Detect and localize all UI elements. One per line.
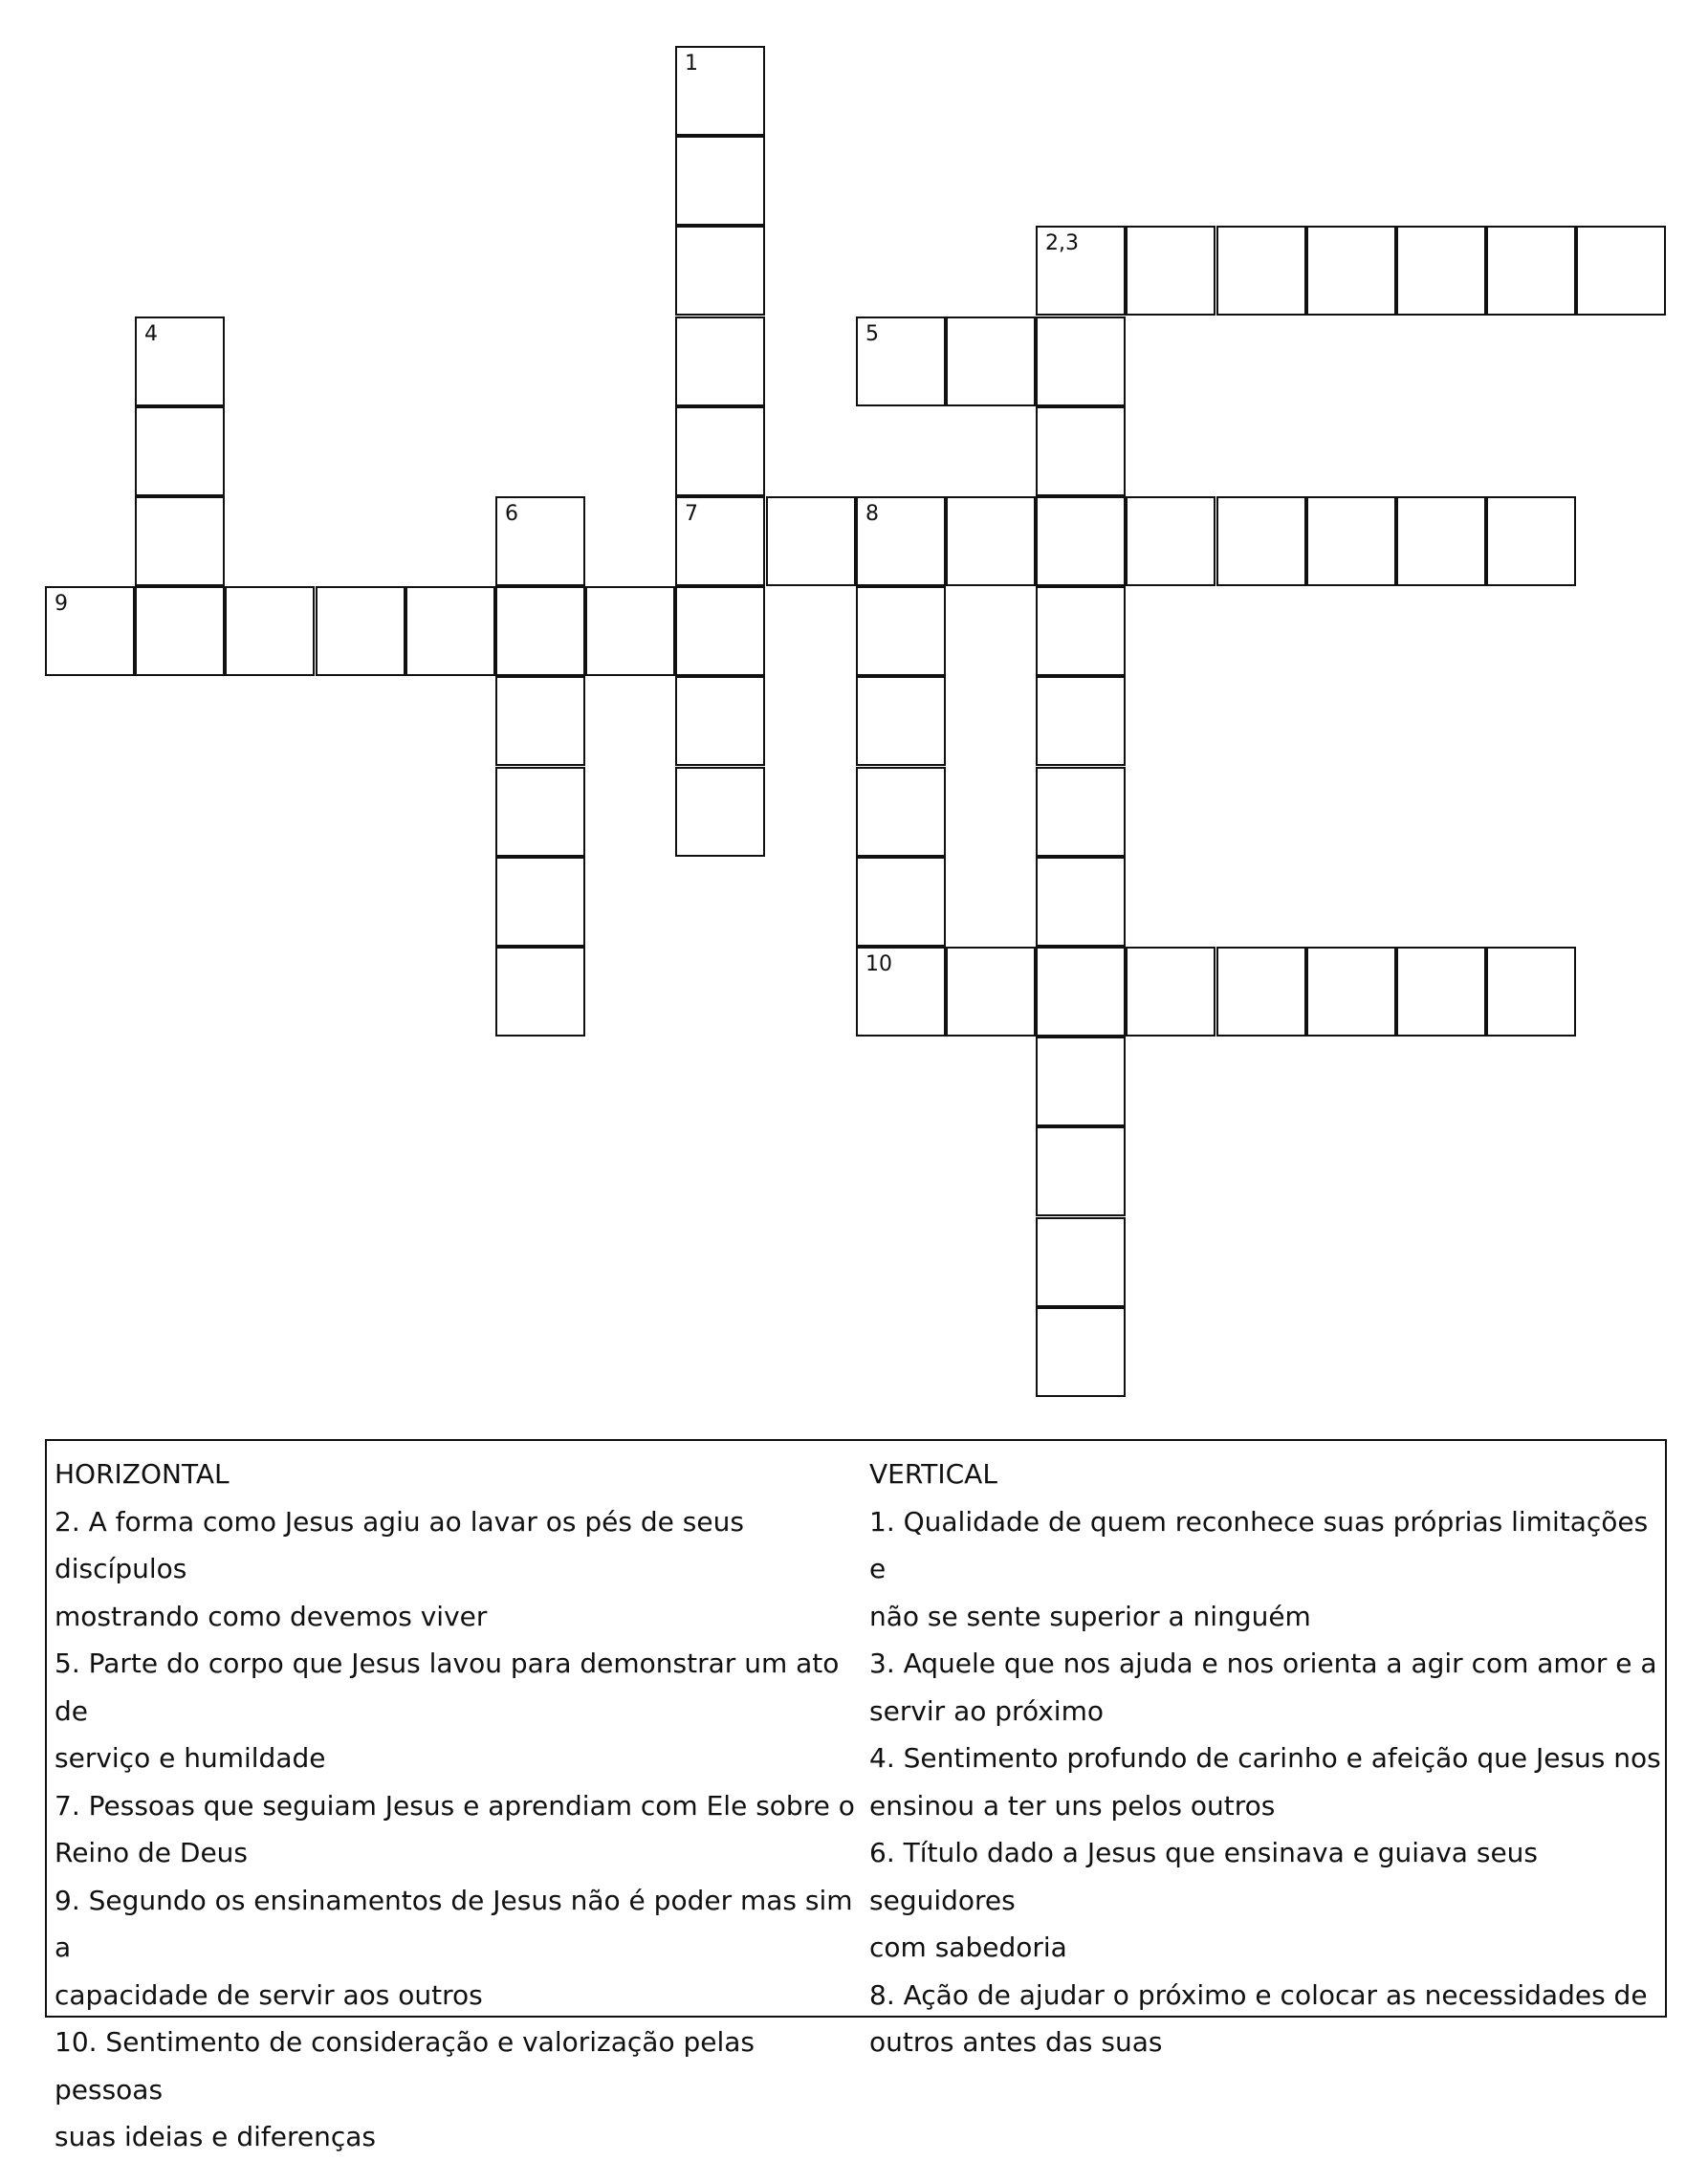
crossword-cell[interactable] (1216, 947, 1306, 1037)
crossword-cell[interactable] (1036, 1126, 1126, 1216)
clue-number: 10 (865, 952, 892, 976)
crossword-cell[interactable] (946, 947, 1036, 1037)
crossword-cell[interactable] (585, 586, 675, 676)
vertical-clues (869, 1451, 1663, 2066)
clue-number: 8 (865, 502, 879, 526)
crossword-cell[interactable] (675, 317, 765, 406)
crossword-cell[interactable] (1126, 496, 1215, 586)
crossword-cell[interactable] (946, 496, 1036, 586)
crossword-cell[interactable] (856, 947, 946, 1037)
clue-line: Reino de Deus (55, 1837, 249, 1868)
clue-line: mostrando como devemos viver (55, 1600, 488, 1632)
clue-line: 4. Sentimento profundo de carinho e afeição que Jesus nos (869, 1742, 1661, 1774)
crossword-cell[interactable] (856, 767, 946, 857)
crossword-cell[interactable] (495, 857, 585, 947)
clue-line: 6. Título dado a Jesus que ensinava e guiava seus seguidores (869, 1837, 1539, 1916)
crossword-cell[interactable] (135, 317, 225, 406)
crossword-cell[interactable] (1486, 496, 1576, 586)
clue-number: 5 (865, 322, 879, 346)
clue-number: 4 (144, 322, 158, 346)
crossword-cell[interactable] (675, 46, 765, 136)
clues-box (45, 1439, 1667, 2152)
clue-line: 3. Aquele que nos ajuda e nos orienta a agir com amor e a (869, 1648, 1657, 1679)
crossword-cell[interactable] (675, 586, 765, 676)
crossword-cell[interactable] (946, 317, 1036, 406)
clue-line: 1. Qualidade de quem reconhece suas próprias limitações e (869, 1505, 1649, 1584)
crossword-cell[interactable] (1396, 947, 1486, 1037)
clue-line: 7. Pessoas que seguiam Jesus e aprendiam com Ele sobre o (55, 1789, 855, 1822)
crossword-cell[interactable] (856, 676, 946, 766)
crossword-cell[interactable] (766, 496, 856, 586)
crossword-cell[interactable] (1036, 496, 1126, 586)
crossword-cell[interactable] (1036, 406, 1126, 496)
crossword-cell[interactable] (495, 947, 585, 1037)
clue-line: serviço e humildade (55, 1742, 326, 1774)
crossword-cell[interactable] (1036, 226, 1126, 316)
crossword-cell[interactable] (1036, 1307, 1126, 1397)
crossword-cell[interactable] (495, 496, 585, 586)
crossword-cell[interactable] (856, 586, 946, 676)
clue-line: 5. Parte do corpo que Jesus lavou para demonstrar um ato de (55, 1648, 840, 1727)
crossword-cell[interactable] (675, 136, 765, 226)
crossword-cell[interactable] (1306, 226, 1396, 316)
crossword-cell[interactable] (675, 226, 765, 316)
crossword-cell[interactable] (1486, 226, 1576, 316)
clue-line: não se sente superior a ninguém (869, 1600, 1311, 1632)
crossword-cell[interactable] (1036, 857, 1126, 947)
crossword-cell[interactable] (856, 496, 946, 586)
crossword-cell[interactable] (316, 586, 405, 676)
clue-number: 1 (685, 52, 698, 76)
clue-number: 7 (685, 502, 698, 526)
crossword-cell[interactable] (495, 586, 585, 676)
crossword-cell[interactable] (1396, 496, 1486, 586)
clue-number: 2,3 (1045, 231, 1079, 255)
crossword-cell[interactable] (1036, 586, 1126, 676)
crossword-cell[interactable] (1036, 947, 1126, 1037)
crossword-cell[interactable] (1036, 1037, 1126, 1126)
clue-line: 10. Sentimento de consideração e valorização pelas pessoas (55, 2026, 755, 2106)
clue-line: com sabedoria (869, 1932, 1067, 1963)
clue-number: 6 (505, 502, 518, 526)
crossword-cell[interactable] (1126, 226, 1215, 316)
clue-line: outros antes das suas (869, 2026, 1163, 2058)
crossword-cell[interactable] (675, 496, 765, 586)
crossword-cell[interactable] (1396, 226, 1486, 316)
crossword-cell[interactable] (1306, 496, 1396, 586)
crossword-cell[interactable] (405, 586, 495, 676)
crossword-cell[interactable] (45, 586, 135, 676)
crossword-cell[interactable] (1036, 317, 1126, 406)
crossword-cell[interactable] (1216, 496, 1306, 586)
clue-line: 2. A forma como Jesus agiu ao lavar os pés de seus discípulos (55, 1505, 744, 1584)
horizontal-clues (55, 1451, 858, 2161)
crossword-cell[interactable] (856, 317, 946, 406)
crossword-cell[interactable] (1126, 947, 1215, 1037)
crossword-cell[interactable] (675, 406, 765, 496)
crossword-cell[interactable] (225, 586, 315, 676)
crossword-cell[interactable] (135, 496, 225, 586)
crossword-cell[interactable] (1216, 226, 1306, 316)
clue-line: servir ao próximo (869, 1694, 1104, 1727)
vertical-heading: VERTICAL (869, 1458, 997, 1490)
crossword-cell[interactable] (1036, 767, 1126, 857)
crossword-cell[interactable] (856, 857, 946, 947)
clue-line: capacidade de servir aos outros (55, 1978, 483, 2011)
clue-line: 8. Ação de ajudar o próximo e colocar as necessidades de (869, 1978, 1648, 2011)
crossword-cell[interactable] (675, 767, 765, 857)
crossword-cell[interactable] (675, 676, 765, 766)
crossword-cell[interactable] (1576, 226, 1666, 316)
crossword-cell[interactable] (1486, 947, 1576, 1037)
horizontal-heading: HORIZONTAL (55, 1458, 230, 1490)
clue-line: suas ideias e diferenças (55, 2121, 376, 2152)
crossword-cell[interactable] (135, 586, 225, 676)
crossword-cell[interactable] (135, 406, 225, 496)
crossword-cell[interactable] (495, 767, 585, 857)
crossword-cell[interactable] (495, 676, 585, 766)
clue-line: 9. Segundo os ensinamentos de Jesus não é poder mas sim a (55, 1884, 853, 1963)
crossword-cell[interactable] (1306, 947, 1396, 1037)
clue-number: 9 (55, 592, 68, 616)
crossword-cell[interactable] (1036, 1217, 1126, 1307)
crossword-cell[interactable] (1036, 676, 1126, 766)
clue-line: ensinou a ter uns pelos outros (869, 1789, 1276, 1822)
